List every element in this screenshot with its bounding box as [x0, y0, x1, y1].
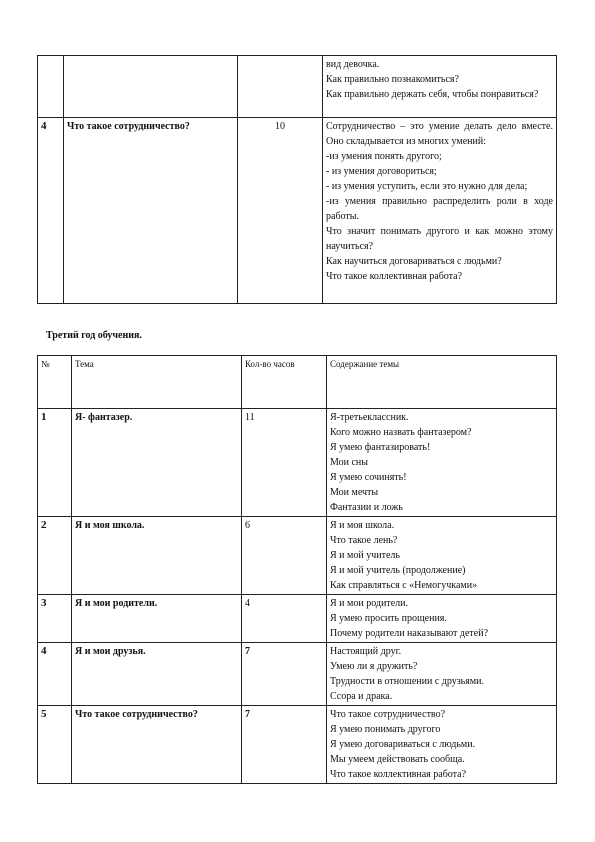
topic-cell: Что такое сотрудничество? — [72, 706, 242, 784]
content-line: Мои мечты — [330, 487, 379, 498]
header-content: Содержание темы — [327, 356, 557, 409]
hours-cell: 10 — [238, 118, 323, 304]
hours-cell — [238, 56, 323, 118]
hours-cell: 6 — [242, 517, 327, 595]
content-line: вид девочка. — [326, 59, 380, 70]
topic-cell — [64, 56, 238, 118]
content-line: Ссора и драка. — [330, 691, 393, 702]
content-line: -из умения правильно распределить роли в ходе работы. — [326, 196, 553, 222]
hours-cell: 11 — [242, 409, 327, 517]
content-cell — [323, 118, 557, 304]
num-cell: 5 — [38, 706, 72, 784]
content-line: Я и мой учитель (продолжение) — [330, 565, 466, 576]
table-row — [38, 706, 557, 784]
content-line: - из умения уступить, если это нужно для дела; — [326, 181, 528, 192]
content-line: Сотрудничество – это умение делать дело вместе. Оно складывается из многих умений: — [326, 121, 553, 147]
section-caption: Третий год обучения. — [46, 330, 142, 341]
num-cell: 4 — [38, 643, 72, 706]
content-line: Как правильно держать себя, чтобы понравиться? — [326, 89, 539, 100]
content-line: Я умею фантазировать! — [330, 442, 431, 453]
header-num: № — [38, 356, 72, 409]
content-line: Что такое лень? — [330, 535, 398, 546]
content-line: Почему родители наказывают детей? — [330, 628, 489, 639]
header-topic: Тема — [72, 356, 242, 409]
content-line: Что такое коллективная работа? — [330, 769, 467, 780]
content-line: Я-третьеклассник. — [330, 412, 409, 423]
content-line: Мои сны — [330, 457, 369, 468]
content-cell — [327, 706, 557, 784]
content-line: -из умения понять другого; — [326, 151, 442, 162]
content-line: Мы умеем действовать сообща. — [330, 754, 465, 765]
table-row — [38, 517, 557, 595]
topic-cell: Я- фантазер. — [72, 409, 242, 517]
content-line: Я и мои родители. — [330, 598, 409, 609]
topic-cell: Я и мои родители. — [72, 595, 242, 643]
content-line: Я и моя школа. — [330, 520, 395, 531]
table-row — [38, 118, 557, 304]
hours-cell: 4 — [242, 595, 327, 643]
num-cell: 4 — [38, 118, 64, 304]
hours-cell: 7 — [242, 706, 327, 784]
content-line: Я умею просить прощения. — [330, 613, 447, 624]
topic-cell: Я и моя школа. — [72, 517, 242, 595]
num-cell — [38, 56, 64, 118]
num-cell: 2 — [38, 517, 72, 595]
content-line: Умею ли я дружить? — [330, 661, 418, 672]
table-row — [38, 409, 557, 517]
content-cell — [327, 517, 557, 595]
content-line: Я умею договариваться с людьми. — [330, 739, 476, 750]
content-line: Я умею понимать другого — [330, 724, 441, 735]
num-cell: 1 — [38, 409, 72, 517]
content-line: Фантазии и ложь — [330, 502, 403, 513]
content-line: Кого можно назвать фантазером? — [330, 427, 472, 438]
content-line: - из умения договориться; — [326, 166, 437, 177]
content-line: Что значит понимать другого и как можно этому научиться? — [326, 226, 553, 252]
topics-table-continued — [37, 55, 557, 304]
content-cell — [323, 56, 557, 118]
topics-table-year3 — [37, 355, 557, 784]
content-line: Что такое сотрудничество? — [330, 709, 446, 720]
content-line: Что такое коллективная работа? — [326, 271, 463, 282]
topic-cell: Я и мои друзья. — [72, 643, 242, 706]
header-hours: Кол-во часов — [242, 356, 327, 409]
num-cell: 3 — [38, 595, 72, 643]
content-line: Трудности в отношении с друзьями. — [330, 676, 485, 687]
content-line: Настоящий друг. — [330, 646, 402, 657]
content-cell — [327, 595, 557, 643]
table-row — [38, 595, 557, 643]
table-row — [38, 643, 557, 706]
content-cell — [327, 409, 557, 517]
content-line: Как справляться с «Немогучками» — [330, 580, 478, 591]
table-row — [38, 56, 557, 118]
content-line: Как научиться договариваться с людьми? — [326, 256, 502, 267]
hours-cell: 7 — [242, 643, 327, 706]
content-line: Я умею сочинять! — [330, 472, 407, 483]
topic-cell: Что такое сотрудничество? — [64, 118, 238, 304]
table-header-row — [38, 356, 557, 409]
content-line: Как правильно познакомиться? — [326, 74, 459, 85]
content-cell — [327, 643, 557, 706]
content-line: Я и мой учитель — [330, 550, 400, 561]
